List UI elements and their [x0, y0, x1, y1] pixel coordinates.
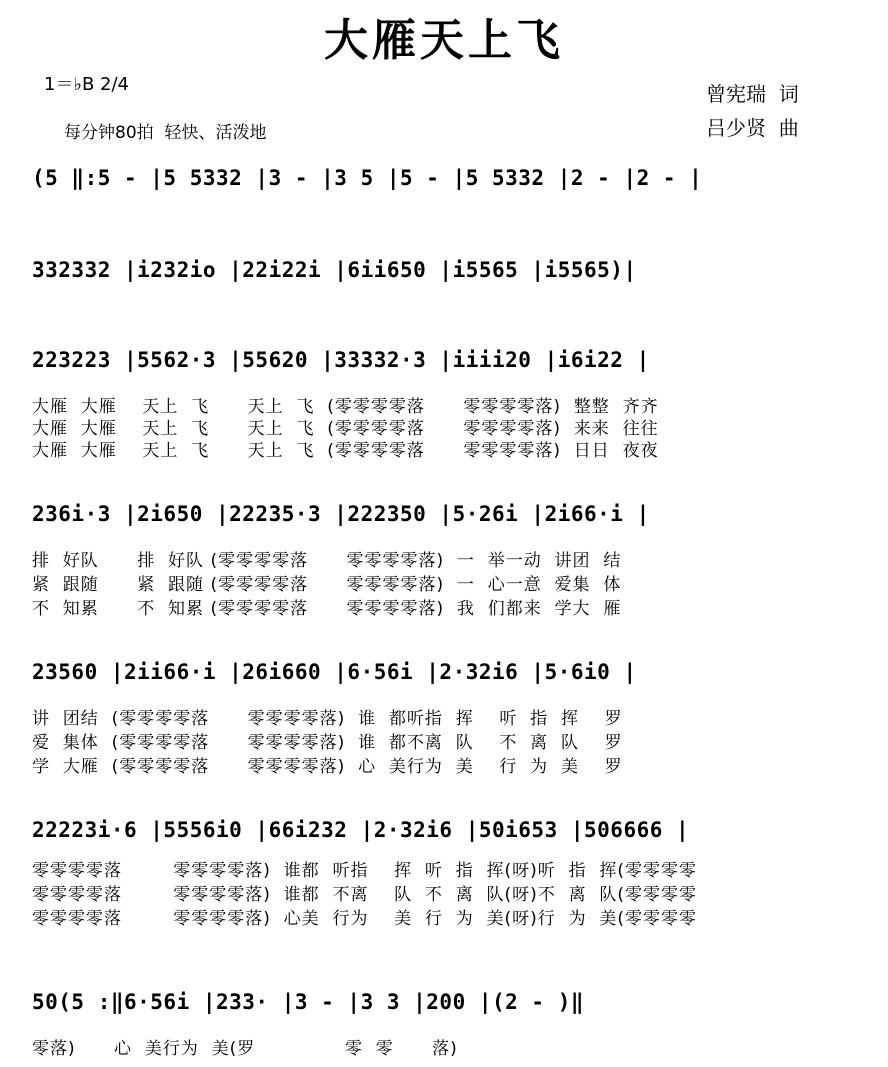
lyric-line-6-verse-2: 零零零零落 零零零零落) 谁都 不离 队 不 离 队(呀)不 离 队(零零零零	[32, 885, 698, 905]
notation-line-6: 22223i·6 |5556i0 |66i232 |2·32i6 |50i653 |506666 |	[32, 818, 690, 842]
lyric-line-3-verse-1: 大雁 大雁 天上 飞 天上 飞 (零零零零落 零零零零落) 整整 齐齐	[32, 397, 659, 417]
tempo-marking: 每分钟80拍 轻快、活泼地	[64, 123, 267, 143]
lyric-line-4-verse-2: 紧 跟随 紧 跟随 (零零零零落 零零零零落) 一 心一意 爱集 体	[32, 575, 622, 595]
lyric-line-7-verse-1: 零落) 心 美行为 美(罗 零 零 落)	[32, 1039, 458, 1059]
notation-line-3: 223223 |5562·3 |55620 |33332·3 |iiii20 |i6i22 |	[32, 348, 650, 372]
notation-line-1: (5 ‖:5 - |5 5332 |3 - |3 5 |5 - |5 5332 |2 - |2 - |	[32, 166, 703, 190]
notation-line-7: 50(5 :‖6·56i |233· |3 - |3 3 |200 |(2 - )‖	[32, 990, 585, 1014]
lyric-line-5-verse-3: 学 大雁 (零零零零落 零零零零落) 心 美行为 美 行 为 美 罗	[32, 757, 623, 777]
notation-line-5: 23560 |2ii66·i |26i660 |6·56i |2·32i6 |5·6i0 |	[32, 660, 637, 684]
lyric-line-5-verse-2: 爱 集体 (零零零零落 零零零零落) 谁 都不离 队 不 离 队 罗	[32, 733, 623, 753]
lyric-line-3-verse-3: 大雁 大雁 天上 飞 天上 飞 (零零零零落 零零零零落) 日日 夜夜	[32, 441, 659, 461]
song-title: 大雁天上飞	[324, 15, 564, 66]
composer-credit: 吕少贤 曲	[706, 116, 799, 140]
lyric-line-3-verse-2: 大雁 大雁 天上 飞 天上 飞 (零零零零落 零零零零落) 来来 往往	[32, 419, 659, 439]
lyric-line-4-verse-1: 排 好队 排 好队 (零零零零落 零零零零落) 一 举一动 讲团 结	[32, 551, 622, 571]
lyric-line-4-verse-3: 不 知累 不 知累 (零零零零落 零零零零落) 我 们都来 学大 雁	[32, 599, 622, 619]
key-signature: 1＝♭B 2/4	[44, 74, 129, 95]
lyric-line-5-verse-1: 讲 团结 (零零零零落 零零零零落) 谁 都听指 挥 听 指 挥 罗	[32, 709, 623, 729]
notation-line-4: 236i·3 |2i650 |22235·3 |222350 |5·26i |2i66·i |	[32, 502, 650, 526]
notation-line-2: 332332 |i232io |22i22i |6ii650 |i5565 |i5565)|	[32, 258, 637, 282]
lyric-line-6-verse-1: 零零零零落 零零零零落) 谁都 听指 挥 听 指 挥(呀)听 指 挥(零零零零	[32, 861, 698, 881]
lyricist-credit: 曾宪瑞 词	[706, 82, 799, 106]
lyric-line-6-verse-3: 零零零零落 零零零零落) 心美 行为 美 行 为 美(呀)行 为 美(零零零零	[32, 909, 698, 929]
